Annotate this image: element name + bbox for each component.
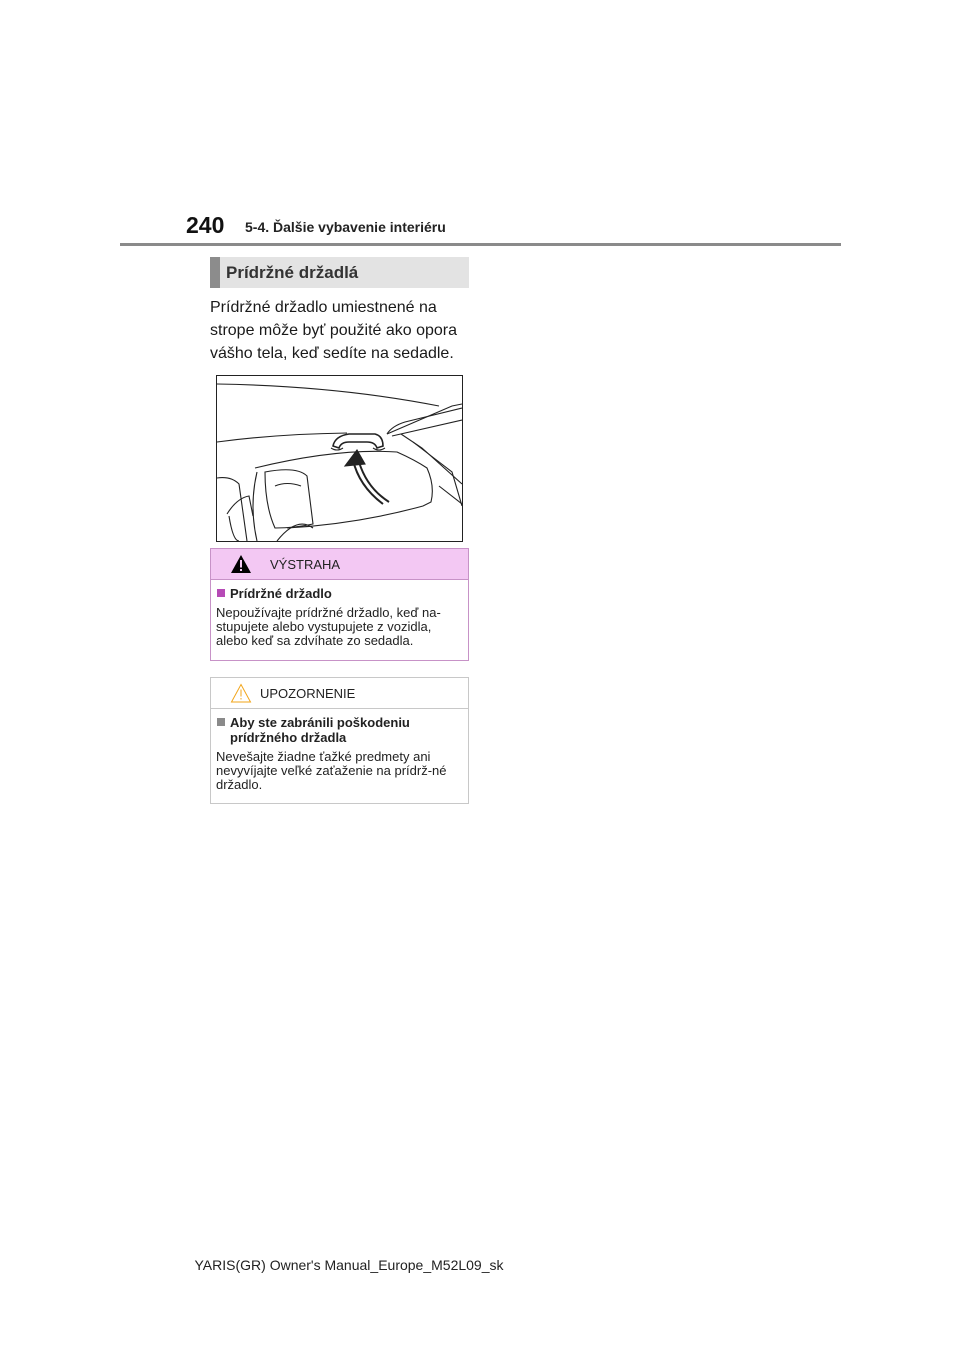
warning-subheading [216, 586, 463, 601]
section-heading [210, 257, 469, 288]
header-divider [120, 243, 841, 246]
bullet-square-icon [217, 589, 225, 597]
section-heading-text: Prídržné držadlá [226, 262, 359, 282]
warning-triangle-icon [230, 554, 252, 579]
caution-triangle-icon [230, 683, 252, 708]
bullet-square-icon [217, 718, 225, 726]
footer-text: YARIS(GR) Owner's Manual_Europe_M52L09_sk [194, 1257, 504, 1273]
chapter-title: 5-4. Ďalšie vybavenie interiéru [245, 219, 446, 235]
caution-header [211, 678, 468, 709]
warning-subheading-text: Prídržné držadlo [230, 586, 332, 601]
footer [0, 1257, 580, 1273]
warning-box [210, 548, 469, 661]
caution-subheading [216, 715, 463, 745]
warning-label: VÝSTRAHA [270, 557, 341, 572]
assist-grip-illustration [216, 375, 463, 542]
caution-subheading-text: Aby ste zabránili poškodeniu prídržného držadla [230, 715, 410, 745]
caution-label: UPOZORNENIE [260, 686, 356, 701]
warning-text: Nepoužívajte prídržné držadlo, keď na-stupujete alebo vystupujete z vozidla, alebo keď sa zdvíhate zo sedadla. [216, 605, 441, 648]
caution-text: Nevešajte žiadne ťažké predmety ani nevyvíjajte veľké zaťaženie na prídrž-né držadlo. [216, 749, 447, 792]
page-number: 240 [186, 212, 225, 238]
intro-paragraph: Prídržné držadlo umiestnené na strope môže byť použité ako opora vášho tela, keď sedíte na sedadle. [210, 299, 458, 362]
warning-header [211, 549, 468, 580]
caution-box [210, 677, 469, 804]
